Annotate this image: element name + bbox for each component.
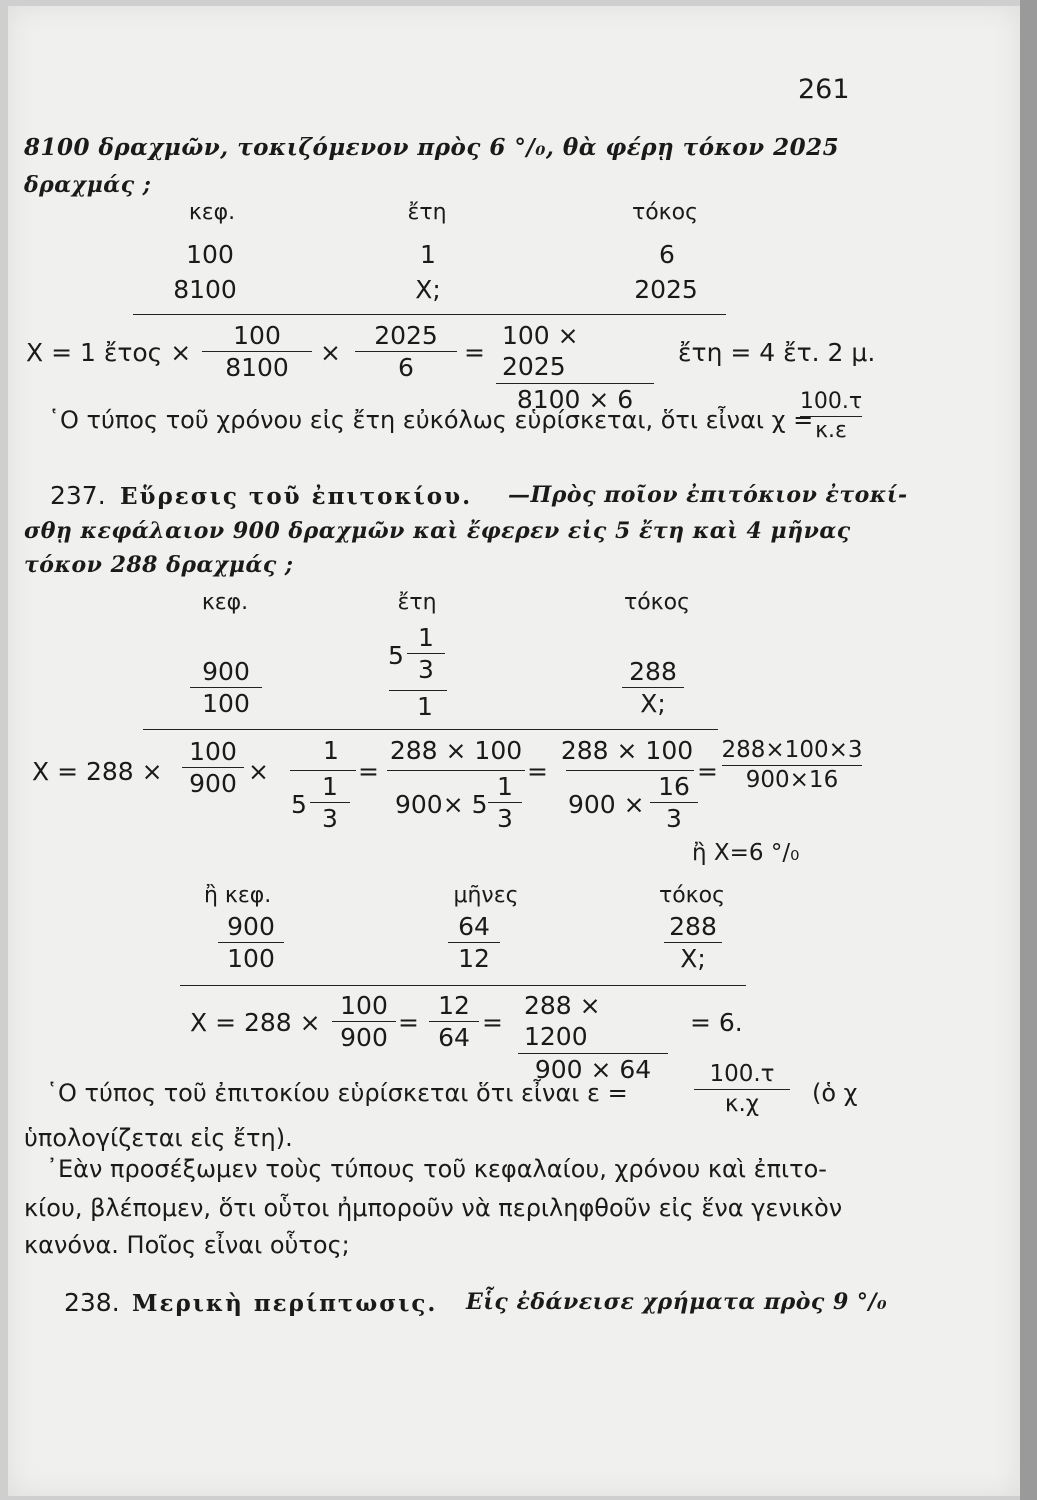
eq2-frac-a-num: 100 [189, 737, 237, 766]
section-237-number: 237. [50, 481, 106, 510]
eq1-frac-2-den: 6 [355, 351, 457, 383]
t1-eti-1: 1 [420, 240, 436, 269]
eq1-frac-1 [202, 320, 312, 384]
t3-tokos-num: 288 [669, 912, 717, 941]
t2-kef-den: 100 [190, 687, 262, 719]
eq2-frac-e [722, 736, 862, 795]
t2-header-kef: κεφ. [201, 590, 249, 615]
t3-kef-num: 900 [227, 912, 275, 941]
t1-kef-1: 100 [186, 240, 234, 269]
t3-header-tokos: τόκος [658, 883, 726, 908]
paragraph-line-2: κίου, βλέπομεν, ὅτι οὗτοι ἠμποροῦν νὰ περιληφθοῦν εἰς ἕνα γενικὸν [24, 1194, 843, 1222]
section-237-line-3: τόκον 288 δραχμάς ; [24, 552, 294, 578]
t2-kef-num: 900 [202, 657, 250, 686]
eq2-frac-b-mixed [310, 771, 350, 835]
eq2-lhs: Χ = 288 × [32, 757, 163, 786]
t2-eti-mixed-num: 1 [418, 623, 434, 652]
eq3-frac-b [429, 990, 479, 1054]
t2-tokos-frac [622, 656, 684, 720]
formula-rate-text: ῾Ο τύπος τοῦ ἐπιτοκίου εὑρίσκεται ὅτι εἶναι ε = [46, 1079, 628, 1107]
eq3-frac-b-num: 12 [438, 991, 470, 1020]
eq2-frac-d-mixed-den: 3 [650, 802, 698, 834]
eq3-frac-a-num: 100 [340, 991, 388, 1020]
formula-time-frac [800, 388, 862, 444]
paragraph-line-3: κανόνα. Ποῖος εἶναι οὗτος; [24, 1231, 350, 1259]
paragraph-line-1: ᾿Εὰν προσέξωμεν τοὺς τύπους τοῦ κεφαλαίου, χρόνου καὶ ἐπιτο- [46, 1155, 827, 1183]
eq1-frac-2 [355, 320, 457, 384]
eq2-frac-c-mixed-num: 1 [497, 772, 513, 801]
eq2-result: ἢ Χ=6 °/₀ [692, 840, 800, 866]
eq2-frac-d-num: 288 × 100 [560, 736, 694, 765]
eq2-equals-2: = [527, 757, 548, 786]
formula-rate-den: κ.χ [694, 1089, 790, 1119]
eq2-frac-c-mixed [488, 771, 522, 835]
eq2-frac-a [182, 736, 244, 800]
eq1-frac-3-num: 100 × 2025 [502, 321, 579, 382]
t2-eti-mixed-den: 3 [407, 653, 445, 685]
t3-rule [180, 985, 746, 986]
eq3-lhs: Χ = 288 × [190, 1008, 321, 1037]
t3-header-kef: ἢ κεφ. [204, 883, 272, 908]
formula-rate-num: 100.τ [709, 1061, 775, 1087]
eq2-frac-b-mixed-num: 1 [322, 772, 338, 801]
eq3-frac-a [332, 990, 396, 1054]
eq3-frac-c-den: 900 × 64 [518, 1053, 668, 1085]
eq3-frac-a-den: 900 [332, 1021, 396, 1053]
t2-eti-rule [389, 690, 447, 691]
eq2-frac-e-den: 900×16 [722, 765, 862, 795]
eq2-frac-c-mixed-den: 3 [488, 802, 522, 834]
formula-time-den: κ.ε [800, 416, 862, 445]
eq1-rhs: ἔτη = 4 ἔτ. 2 μ. [678, 338, 876, 367]
eq2-frac-b-mixed-den: 3 [310, 802, 350, 834]
eq2-frac-a-den: 900 [182, 767, 244, 799]
eq2-frac-b-num: 1 [323, 736, 339, 765]
eq2-frac-d-den: 900 × [568, 790, 645, 819]
intro-line-2: δραχμάς ; [24, 172, 152, 198]
formula-time-text: ῾Ο τύπος τοῦ χρόνου εἰς ἔτη εὐκόλως εὑρίσκεται, ὅτι εἶναι χ = [48, 406, 814, 434]
eq3-rhs: = 6. [690, 1008, 743, 1037]
eq3-frac-c-num: 288 × 1200 [524, 991, 601, 1052]
t2-tokos-num: 288 [629, 657, 677, 686]
eq3-equals-1: = [398, 1008, 419, 1037]
eq1-times: × [320, 338, 341, 367]
eq2-equals-3: = [697, 757, 718, 786]
eq1-equals: = [464, 338, 485, 367]
t1-header-eti: ἔτη [407, 200, 447, 225]
t1-eti-2: Χ; [415, 275, 441, 304]
t3-mines-num: 64 [458, 912, 490, 941]
page-number: 261 [798, 74, 850, 105]
section-238-number: 238. [64, 1288, 120, 1317]
eq1-frac-1-num: 100 [233, 321, 281, 350]
section-237-line-1: —Πρὸς ποῖον ἐπιτόκιον ἐτοκί- [508, 482, 908, 508]
eq1-frac-2-num: 2025 [374, 321, 438, 350]
formula-rate-frac [694, 1060, 790, 1119]
eq3-frac-b-den: 64 [429, 1021, 479, 1053]
t3-kef-frac [218, 911, 284, 975]
section-238-text: Εἷς ἐδάνεισε χρήματα πρὸς 9 °/₀ [466, 1289, 888, 1315]
eq2-frac-e-num: 288×100×3 [721, 737, 863, 763]
eq3-equals-2: = [482, 1008, 503, 1037]
eq1-lhs: Χ = 1 ἔτος × [26, 338, 192, 367]
t2-tokos-den: Χ; [622, 687, 684, 719]
t2-eti-mixed [407, 622, 445, 686]
eq2-frac-d-mixed-num: 16 [658, 772, 690, 801]
t1-rule [133, 314, 726, 315]
t1-tokos-1: 6 [659, 240, 675, 269]
t1-header-kef: κεφ. [188, 200, 236, 225]
t2-eti-bottom: 1 [417, 692, 433, 721]
eq1-frac-3 [496, 320, 654, 415]
eq2-frac-c-den: 900× 5 [395, 790, 488, 819]
section-237-line-2: σθῃ κεφάλαιον 900 δραχμῶν καὶ ἔφερεν εἰς 5 ἔτη καὶ 4 μῆνας [24, 518, 851, 544]
page-edge [1020, 0, 1037, 1500]
eq1-frac-1-den: 8100 [202, 351, 312, 383]
t1-header-tokos: τόκος [631, 200, 699, 225]
t3-tokos-frac [664, 911, 722, 975]
formula-rate-line-2: ὑπολογίζεται εἰς ἔτη). [24, 1124, 293, 1152]
t3-tokos-den: Χ; [664, 942, 722, 974]
section-238-title: Μερικὴ περίπτωσις. [132, 1290, 438, 1317]
t3-kef-den: 100 [218, 942, 284, 974]
formula-time-num: 100.τ [799, 389, 863, 414]
section-237-title: Εὕρεσις τοῦ ἐπιτοκίου. [120, 483, 473, 510]
formula-rate-tail: (ὁ χ [812, 1079, 858, 1107]
t2-rule [143, 729, 718, 730]
eq3-frac-c [518, 990, 668, 1085]
t3-header-mines: μῆνες [453, 883, 519, 908]
t3-mines-frac [448, 911, 500, 975]
intro-line-1: 8100 δραχμῶν, τοκιζόμενον πρὸς 6 °/₀, θὰ φέρῃ τόκον 2025 [24, 134, 840, 161]
eq2-equals-1: = [358, 757, 379, 786]
eq1-frac-3-den: 8100 × 6 [496, 383, 654, 415]
eq2-times: × [248, 757, 269, 786]
t2-kef-frac [190, 656, 262, 720]
t3-mines-den: 12 [448, 942, 500, 974]
t2-eti-whole: 5 [388, 641, 404, 670]
eq2-frac-b-whole: 5 [291, 790, 307, 819]
t1-tokos-2: 2025 [634, 275, 698, 304]
t2-header-eti: ἔτη [397, 590, 437, 615]
t1-kef-2: 8100 [173, 275, 237, 304]
eq2-frac-d-mixed [650, 771, 698, 835]
eq2-frac-c-num: 288 × 100 [389, 736, 523, 765]
t2-header-tokos: τόκος [623, 590, 691, 615]
